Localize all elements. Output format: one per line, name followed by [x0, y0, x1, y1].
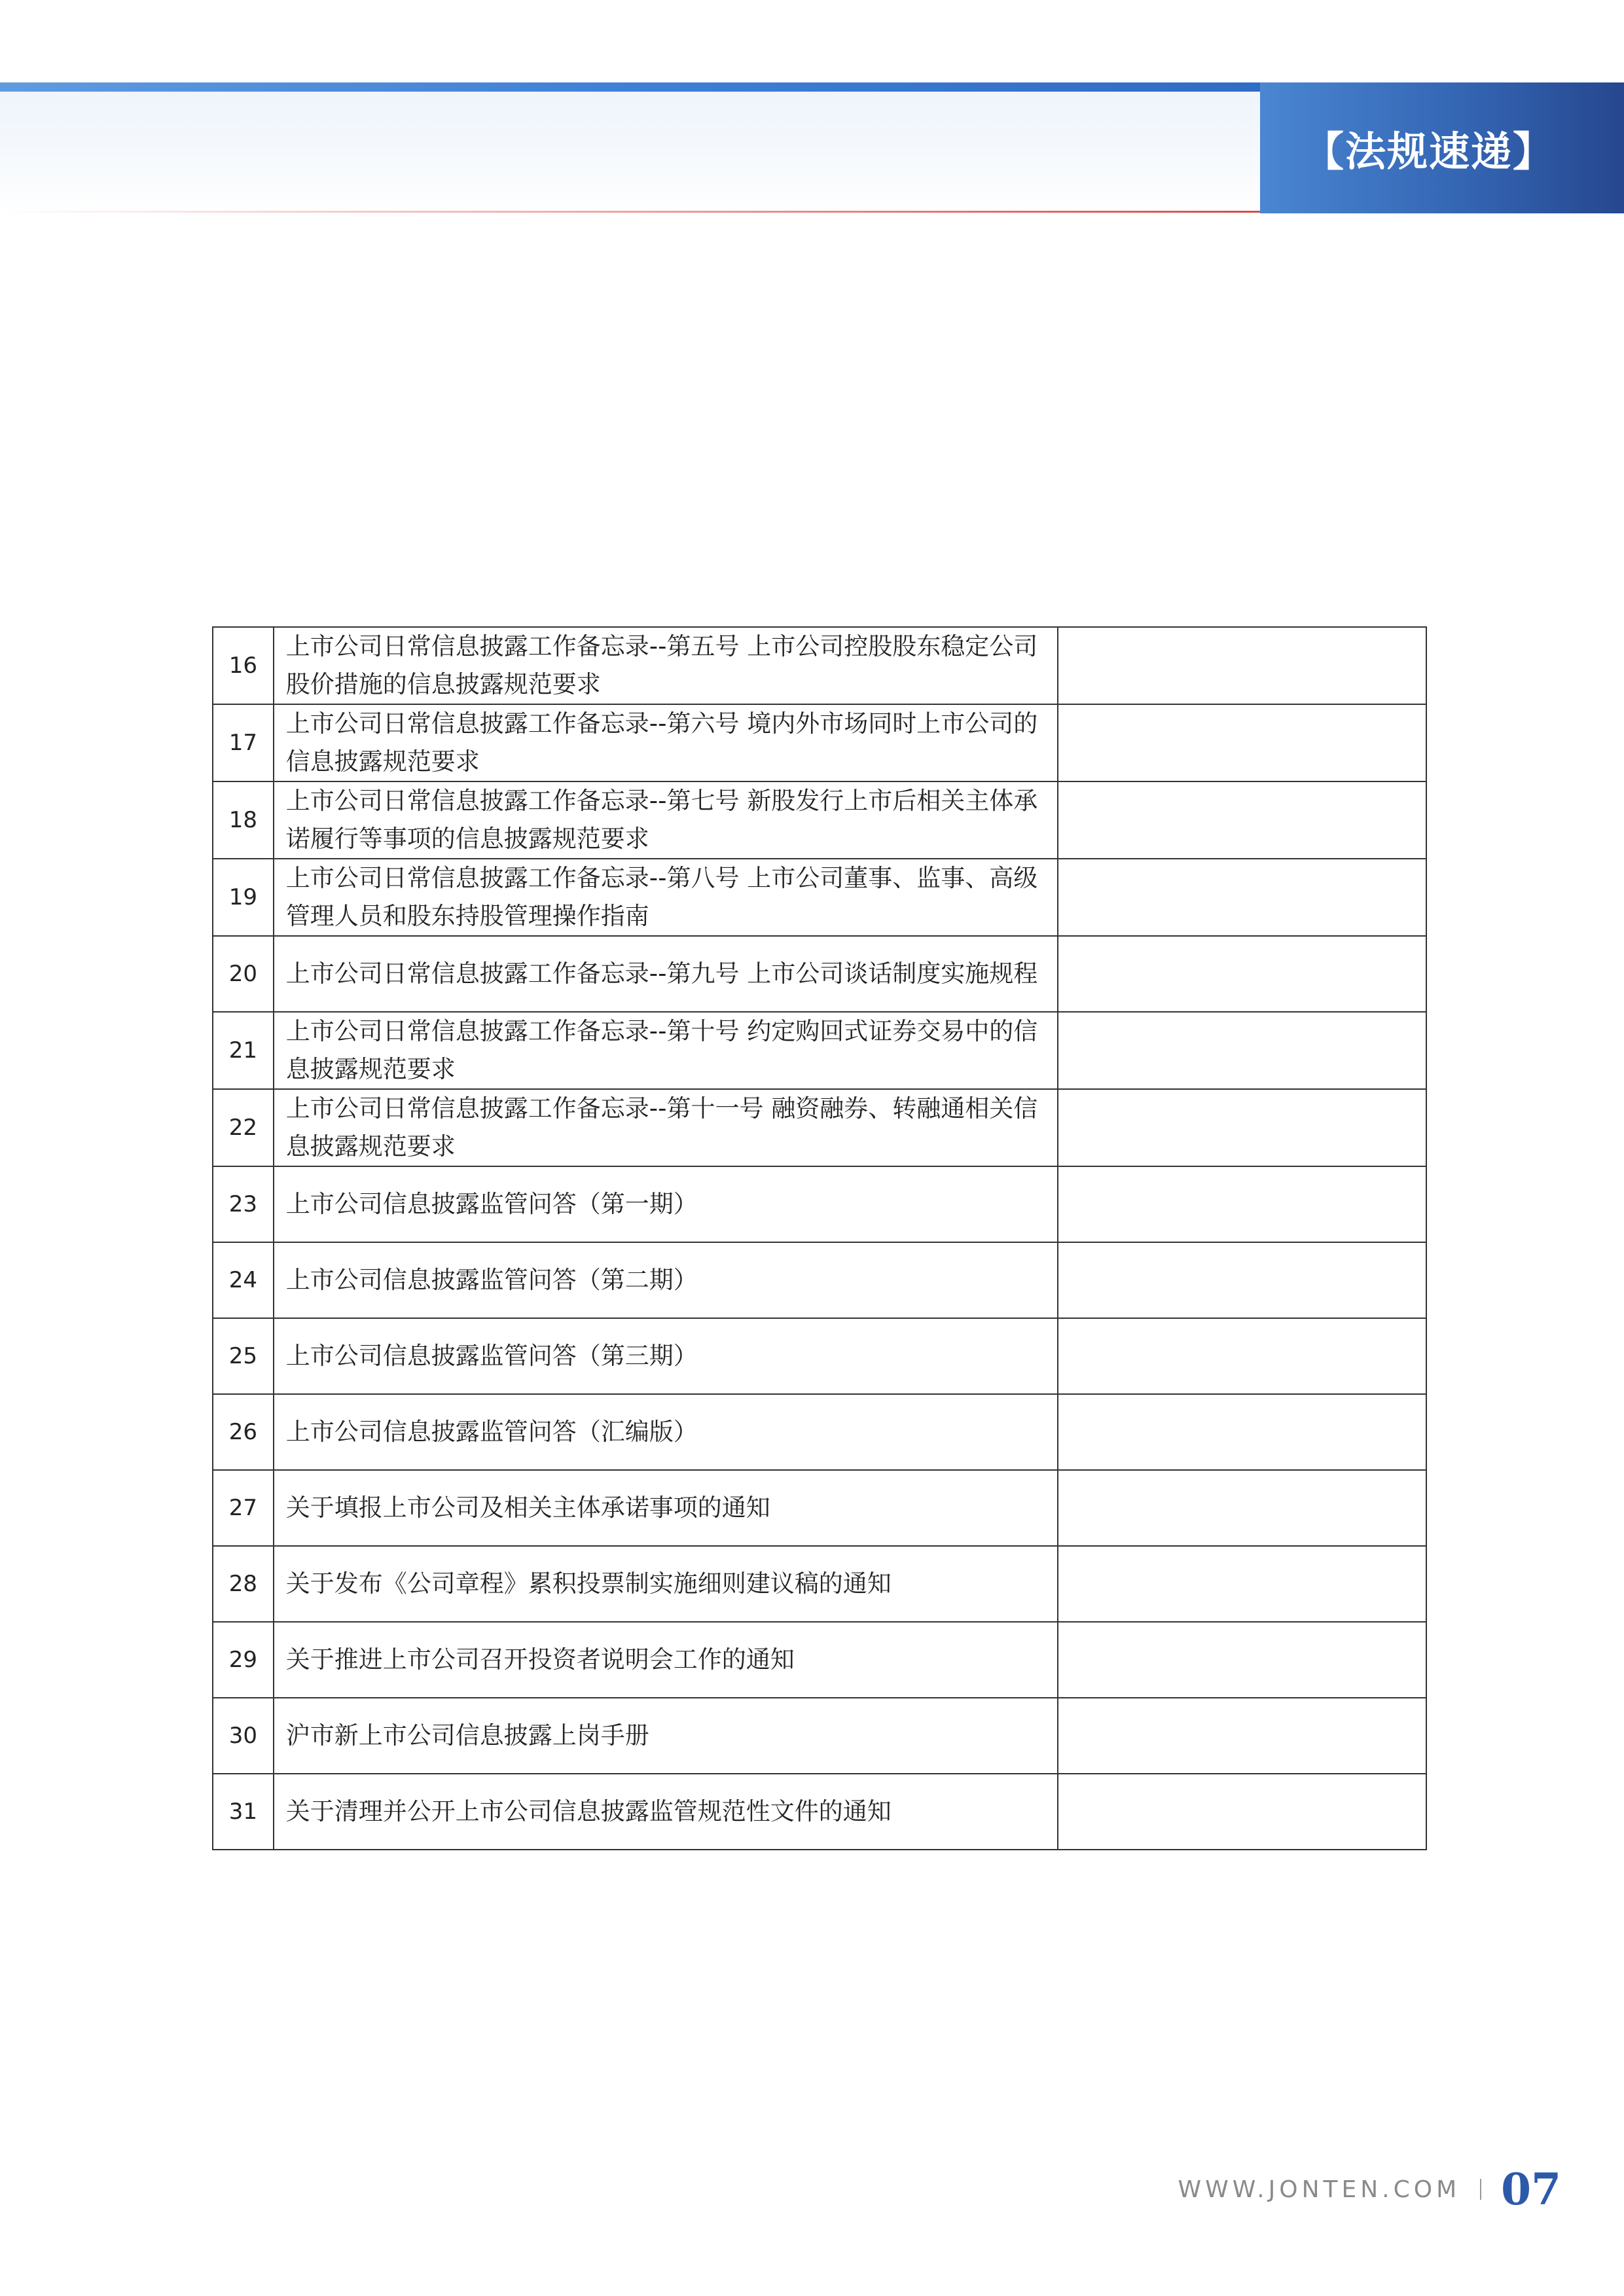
footer-divider	[1480, 2179, 1481, 2200]
regulation-title: 上市公司日常信息披露工作备忘录--第九号 上市公司谈话制度实施规程	[274, 936, 1058, 1012]
regulation-title: 上市公司日常信息披露工作备忘录--第十号 约定购回式证券交易中的信息披露规范要求	[274, 1012, 1058, 1089]
table-row	[213, 1318, 1426, 1394]
blank-cell	[1058, 1318, 1426, 1394]
row-number: 18	[213, 781, 274, 859]
table-row	[213, 1546, 1426, 1622]
header-bottom-line	[0, 211, 1260, 213]
blank-cell	[1058, 1166, 1426, 1242]
regulation-title: 关于清理并公开上市公司信息披露监管规范性文件的通知	[274, 1774, 1058, 1850]
section-title: 【法规速递】	[1303, 127, 1555, 175]
row-number: 16	[213, 627, 274, 704]
regulation-title: 上市公司日常信息披露工作备忘录--第五号 上市公司控股股东稳定公司股价措施的信息披露规范要求	[274, 627, 1058, 704]
table-row	[213, 1166, 1426, 1242]
table-row	[213, 1622, 1426, 1698]
header-band	[0, 82, 1260, 213]
row-number: 17	[213, 704, 274, 781]
blank-cell	[1058, 936, 1426, 1012]
regulation-title: 上市公司日常信息披露工作备忘录--第六号 境内外市场同时上市公司的信息披露规范要求	[274, 704, 1058, 781]
row-number: 20	[213, 936, 274, 1012]
header-top-line	[0, 82, 1260, 92]
blank-cell	[1058, 1774, 1426, 1850]
blank-cell	[1058, 781, 1426, 859]
table-row	[213, 936, 1426, 1012]
section-tab	[1260, 82, 1624, 213]
blank-cell	[1058, 627, 1426, 704]
regulations-table	[212, 626, 1427, 1850]
blank-cell	[1058, 1012, 1426, 1089]
table-row	[213, 1470, 1426, 1546]
blank-cell	[1058, 1470, 1426, 1546]
table-row	[213, 781, 1426, 859]
regulation-title: 关于发布《公司章程》累积投票制实施细则建议稿的通知	[274, 1546, 1058, 1622]
row-number: 26	[213, 1394, 274, 1470]
table-row	[213, 1394, 1426, 1470]
regulation-title: 上市公司信息披露监管问答（第一期）	[274, 1166, 1058, 1242]
blank-cell	[1058, 1546, 1426, 1622]
regulation-title: 上市公司信息披露监管问答（汇编版）	[274, 1394, 1058, 1470]
website-link[interactable]: WWW.JONTEN.COM	[1178, 2176, 1461, 2203]
regulation-title: 上市公司信息披露监管问答（第二期）	[274, 1242, 1058, 1318]
row-number: 30	[213, 1698, 274, 1774]
row-number: 25	[213, 1318, 274, 1394]
regulation-title: 关于填报上市公司及相关主体承诺事项的通知	[274, 1470, 1058, 1546]
regulation-title: 沪市新上市公司信息披露上岗手册	[274, 1698, 1058, 1774]
row-number: 19	[213, 859, 274, 936]
row-number: 27	[213, 1470, 274, 1546]
row-number: 29	[213, 1622, 274, 1698]
table-row	[213, 1089, 1426, 1166]
blank-cell	[1058, 1089, 1426, 1166]
blank-cell	[1058, 1698, 1426, 1774]
blank-cell	[1058, 1394, 1426, 1470]
blank-cell	[1058, 859, 1426, 936]
row-number: 28	[213, 1546, 274, 1622]
regulation-title: 上市公司信息披露监管问答（第三期）	[274, 1318, 1058, 1394]
row-number: 23	[213, 1166, 274, 1242]
blank-cell	[1058, 1622, 1426, 1698]
blank-cell	[1058, 1242, 1426, 1318]
row-number: 24	[213, 1242, 274, 1318]
table-row	[213, 704, 1426, 781]
row-number: 31	[213, 1774, 274, 1850]
page-number: 07	[1501, 2164, 1561, 2215]
table-row	[213, 1774, 1426, 1850]
regulation-title: 上市公司日常信息披露工作备忘录--第八号 上市公司董事、监事、高级管理人员和股东持股管理操作指南	[274, 859, 1058, 936]
regulation-title: 上市公司日常信息披露工作备忘录--第七号 新股发行上市后相关主体承诺履行等事项的信息披露规范要求	[274, 781, 1058, 859]
table-row	[213, 1242, 1426, 1318]
blank-cell	[1058, 704, 1426, 781]
footer	[1178, 2163, 1561, 2215]
table-row	[213, 1698, 1426, 1774]
table-row	[213, 859, 1426, 936]
row-number: 21	[213, 1012, 274, 1089]
table-row	[213, 627, 1426, 704]
row-number: 22	[213, 1089, 274, 1166]
regulation-title: 关于推进上市公司召开投资者说明会工作的通知	[274, 1622, 1058, 1698]
table-row	[213, 1012, 1426, 1089]
regulation-title: 上市公司日常信息披露工作备忘录--第十一号 融资融券、转融通相关信息披露规范要求	[274, 1089, 1058, 1166]
